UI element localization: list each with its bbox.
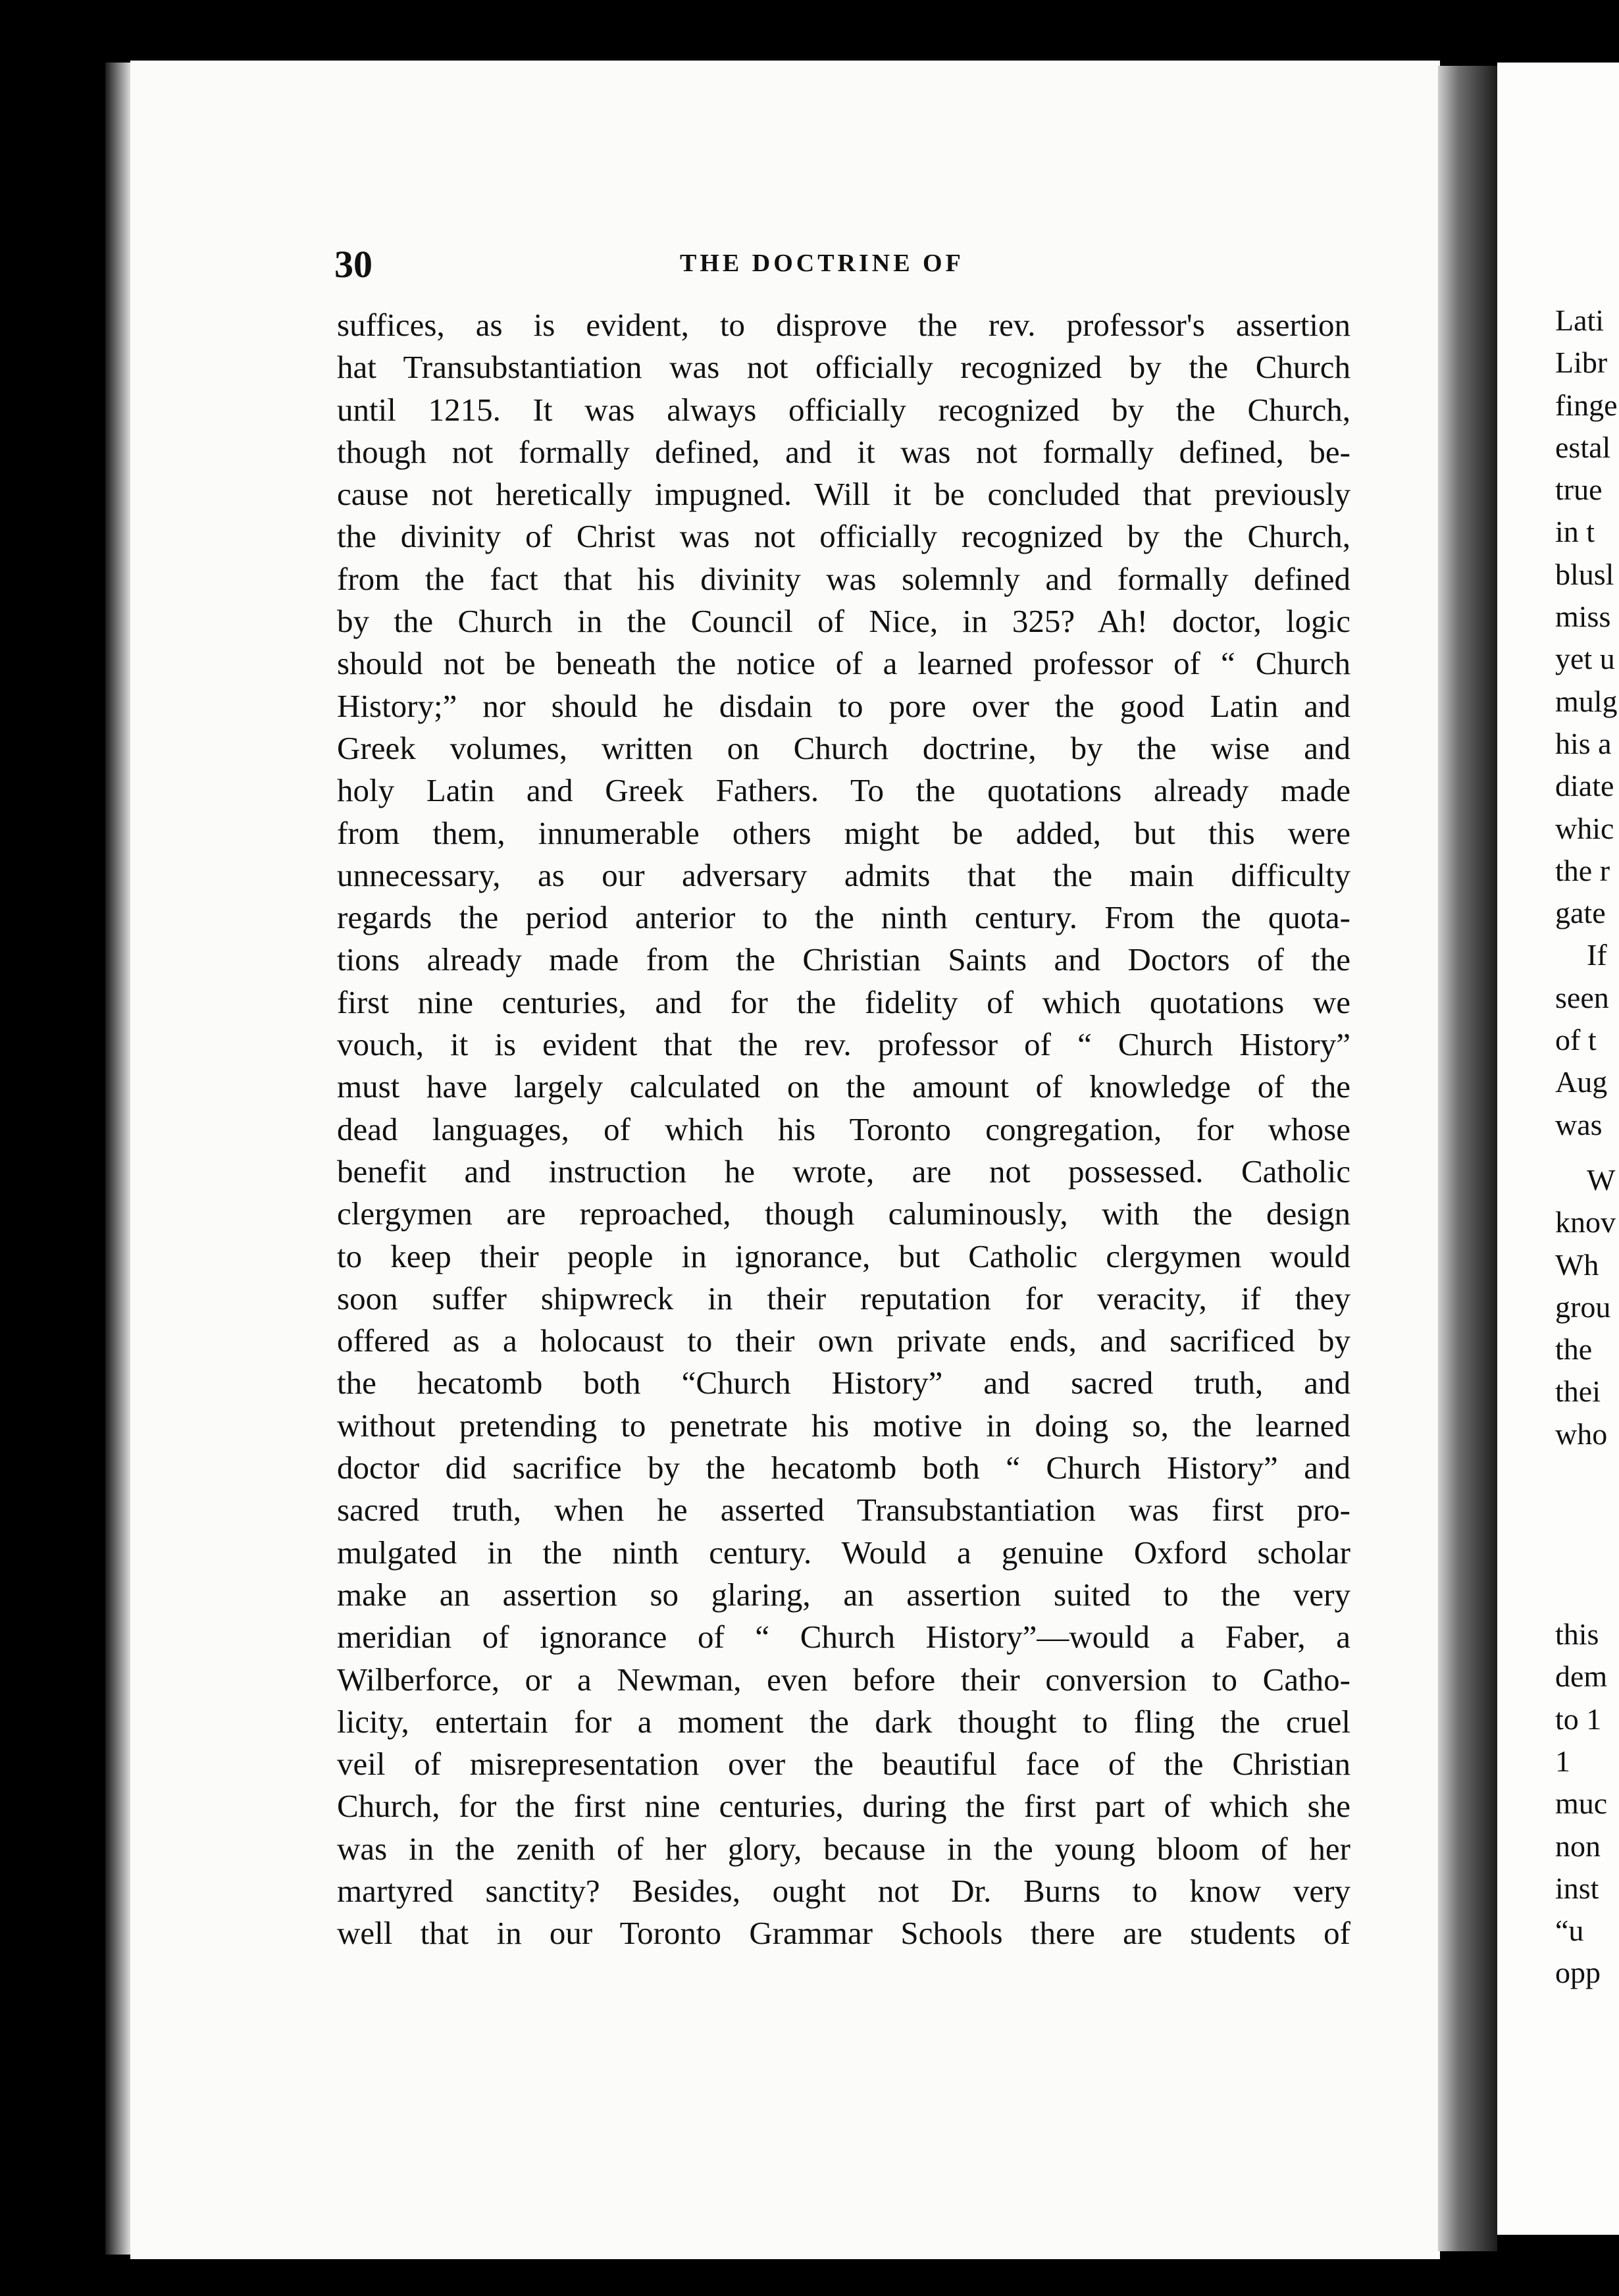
facing-page-text-fragments bbox=[1555, 303, 1619, 1998]
facing-page-fragment: whic bbox=[1555, 811, 1614, 845]
text-line: offered as a holocaust to their own private ends, and sacrificed by bbox=[337, 1322, 1350, 1359]
text-line: was in the zenith of her glory, because in the young bloom of her bbox=[337, 1830, 1350, 1867]
page-header bbox=[334, 242, 1354, 288]
facing-page-fragment: Wh bbox=[1555, 1247, 1599, 1282]
page-spine-edge bbox=[105, 63, 132, 2255]
facing-page-fragment: muc bbox=[1555, 1787, 1608, 1821]
text-line: from them, innumerable others might be added, but this were bbox=[337, 814, 1350, 851]
facing-page-fragment: the bbox=[1555, 1332, 1593, 1367]
paragraph-gap bbox=[1555, 1149, 1619, 1162]
facing-page-fragment: blusl bbox=[1555, 557, 1614, 591]
text-line: without pretending to penetrate his motive in doing so, the learned bbox=[337, 1407, 1350, 1444]
facing-page-fragment: finge bbox=[1555, 388, 1618, 422]
text-line: holy Latin and Greek Fathers. To the quotations already made bbox=[337, 772, 1350, 809]
facing-page-fragment: miss bbox=[1555, 600, 1611, 634]
text-line: benefit and instruction he wrote, are not possessed. Catholic bbox=[337, 1153, 1350, 1189]
facing-page-fragment: 1 bbox=[1555, 1744, 1570, 1778]
text-line: suffices, as is evident, to disprove the rev. professor's assertion bbox=[337, 307, 1350, 343]
text-line: vouch, it is evident that the rev. professor of “ Church History” bbox=[337, 1026, 1350, 1063]
text-line: mulgated in the ninth century. Would a genuine Oxford scholar bbox=[337, 1534, 1350, 1571]
facing-page-fragment: seen bbox=[1555, 980, 1609, 1014]
text-line: until 1215. It was always officially recognized by the Church, bbox=[337, 391, 1350, 428]
text-line: tions already made from the Christian Saints and Doctors of the bbox=[337, 941, 1350, 978]
text-line: sacred truth, when he asserted Transubstantiation was first pro- bbox=[337, 1492, 1350, 1528]
text-line: meridian of ignorance of “ Church History”—would a Faber, a bbox=[337, 1619, 1350, 1656]
facing-page-edge bbox=[1497, 63, 1619, 2235]
facing-page-fragment: Aug bbox=[1555, 1065, 1608, 1099]
text-line: doctor did sacrifice by the hecatomb both “ Church History” and bbox=[337, 1449, 1350, 1486]
paragraph-gap bbox=[1555, 1459, 1619, 1617]
gutter-shadow bbox=[1438, 66, 1497, 2251]
text-line: dead languages, of which his Toronto congregation, for whose bbox=[337, 1110, 1350, 1147]
facing-page-fragment: If bbox=[1587, 938, 1607, 972]
text-line: regards the period anterior to the ninth century. From the quota- bbox=[337, 899, 1350, 936]
facing-page-fragment: inst bbox=[1555, 1871, 1599, 1905]
facing-page-fragment: was bbox=[1555, 1107, 1603, 1141]
page-body-text bbox=[337, 304, 1350, 1955]
text-line: must have largely calculated on the amount of knowledge of the bbox=[337, 1068, 1350, 1105]
text-line: the divinity of Christ was not officially recognized by the Church, bbox=[337, 518, 1350, 555]
facing-page-fragment: thei bbox=[1555, 1374, 1601, 1409]
text-line: unnecessary, as our adversary admits that the main difficulty bbox=[337, 856, 1350, 893]
facing-page-fragment: who bbox=[1555, 1417, 1608, 1451]
facing-page-fragment: of t bbox=[1555, 1023, 1597, 1057]
text-line: martyred sanctity? Besides, ought not Dr. Burns to know very bbox=[337, 1872, 1350, 1909]
facing-page-fragment: true bbox=[1555, 473, 1603, 507]
text-line: should not be beneath the notice of a learned professor of “ Church bbox=[337, 645, 1350, 682]
facing-page-fragment: estal bbox=[1555, 430, 1611, 464]
facing-page-fragment: non bbox=[1555, 1829, 1601, 1863]
facing-page-fragment: opp bbox=[1555, 1956, 1601, 1990]
facing-page-fragment: diate bbox=[1555, 769, 1614, 803]
facing-page-fragment: Libr bbox=[1555, 346, 1608, 380]
facing-page-fragment: dem bbox=[1555, 1659, 1608, 1694]
facing-page-fragment: W bbox=[1587, 1162, 1616, 1197]
facing-page-fragment: the r bbox=[1555, 853, 1610, 887]
text-line: the hecatomb both “Church History” and sacred truth, and bbox=[337, 1365, 1350, 1401]
facing-page-fragment: to 1 bbox=[1555, 1702, 1602, 1736]
text-line: from the fact that his divinity was solemnly and formally defined bbox=[337, 560, 1350, 597]
facing-page-fragment: his a bbox=[1555, 726, 1612, 760]
text-line: make an assertion so glaring, an assertion suited to the very bbox=[337, 1576, 1350, 1613]
text-line: well that in our Toronto Grammar Schools there are students of bbox=[337, 1915, 1350, 1952]
facing-page-fragment: gate bbox=[1555, 896, 1606, 930]
text-line: hat Transubstantiation was not officially recognized by the Church bbox=[337, 349, 1350, 386]
text-line: though not formally defined, and it was not formally defined, be- bbox=[337, 433, 1350, 470]
facing-page-fragment: “u bbox=[1555, 1914, 1584, 1948]
text-line: soon suffer shipwreck in their reputation for veracity, if they bbox=[337, 1280, 1350, 1317]
text-line: by the Church in the Council of Nice, in 325? Ah! doctor, logic bbox=[337, 603, 1350, 640]
facing-page-fragment: yet u bbox=[1555, 642, 1615, 676]
facing-page-fragment: in t bbox=[1555, 515, 1595, 549]
facing-page-fragment: Lati bbox=[1555, 303, 1605, 337]
facing-page-fragment: grou bbox=[1555, 1290, 1611, 1324]
text-line: licity, entertain for a moment the dark thought to fling the cruel bbox=[337, 1703, 1350, 1740]
text-line: History;” nor should he disdain to pore over the good Latin and bbox=[337, 687, 1350, 724]
text-line: veil of misrepresentation over the beautiful face of the Christian bbox=[337, 1746, 1350, 1783]
running-head: THE DOCTRINE OF bbox=[680, 249, 964, 277]
facing-page-fragment: this bbox=[1555, 1617, 1599, 1652]
facing-page-fragment: mulg bbox=[1555, 684, 1618, 718]
text-line: first nine centuries, and for the fidelity of which quotations we bbox=[337, 983, 1350, 1020]
facing-page-fragment: knov bbox=[1555, 1205, 1616, 1239]
page-number: 30 bbox=[334, 243, 373, 286]
text-line: to keep their people in ignorance, but Catholic clergymen would bbox=[337, 1238, 1350, 1274]
text-line: clergymen are reproached, though caluminously, with the design bbox=[337, 1195, 1350, 1232]
text-line: Wilberforce, or a Newman, even before their conversion to Catho- bbox=[337, 1661, 1350, 1698]
text-line: Greek volumes, written on Church doctrine, by the wise and bbox=[337, 729, 1350, 766]
text-line: Church, for the first nine centuries, during the first part of which she bbox=[337, 1788, 1350, 1825]
text-line: cause not heretically impugned. Will it be concluded that previously bbox=[337, 476, 1350, 513]
